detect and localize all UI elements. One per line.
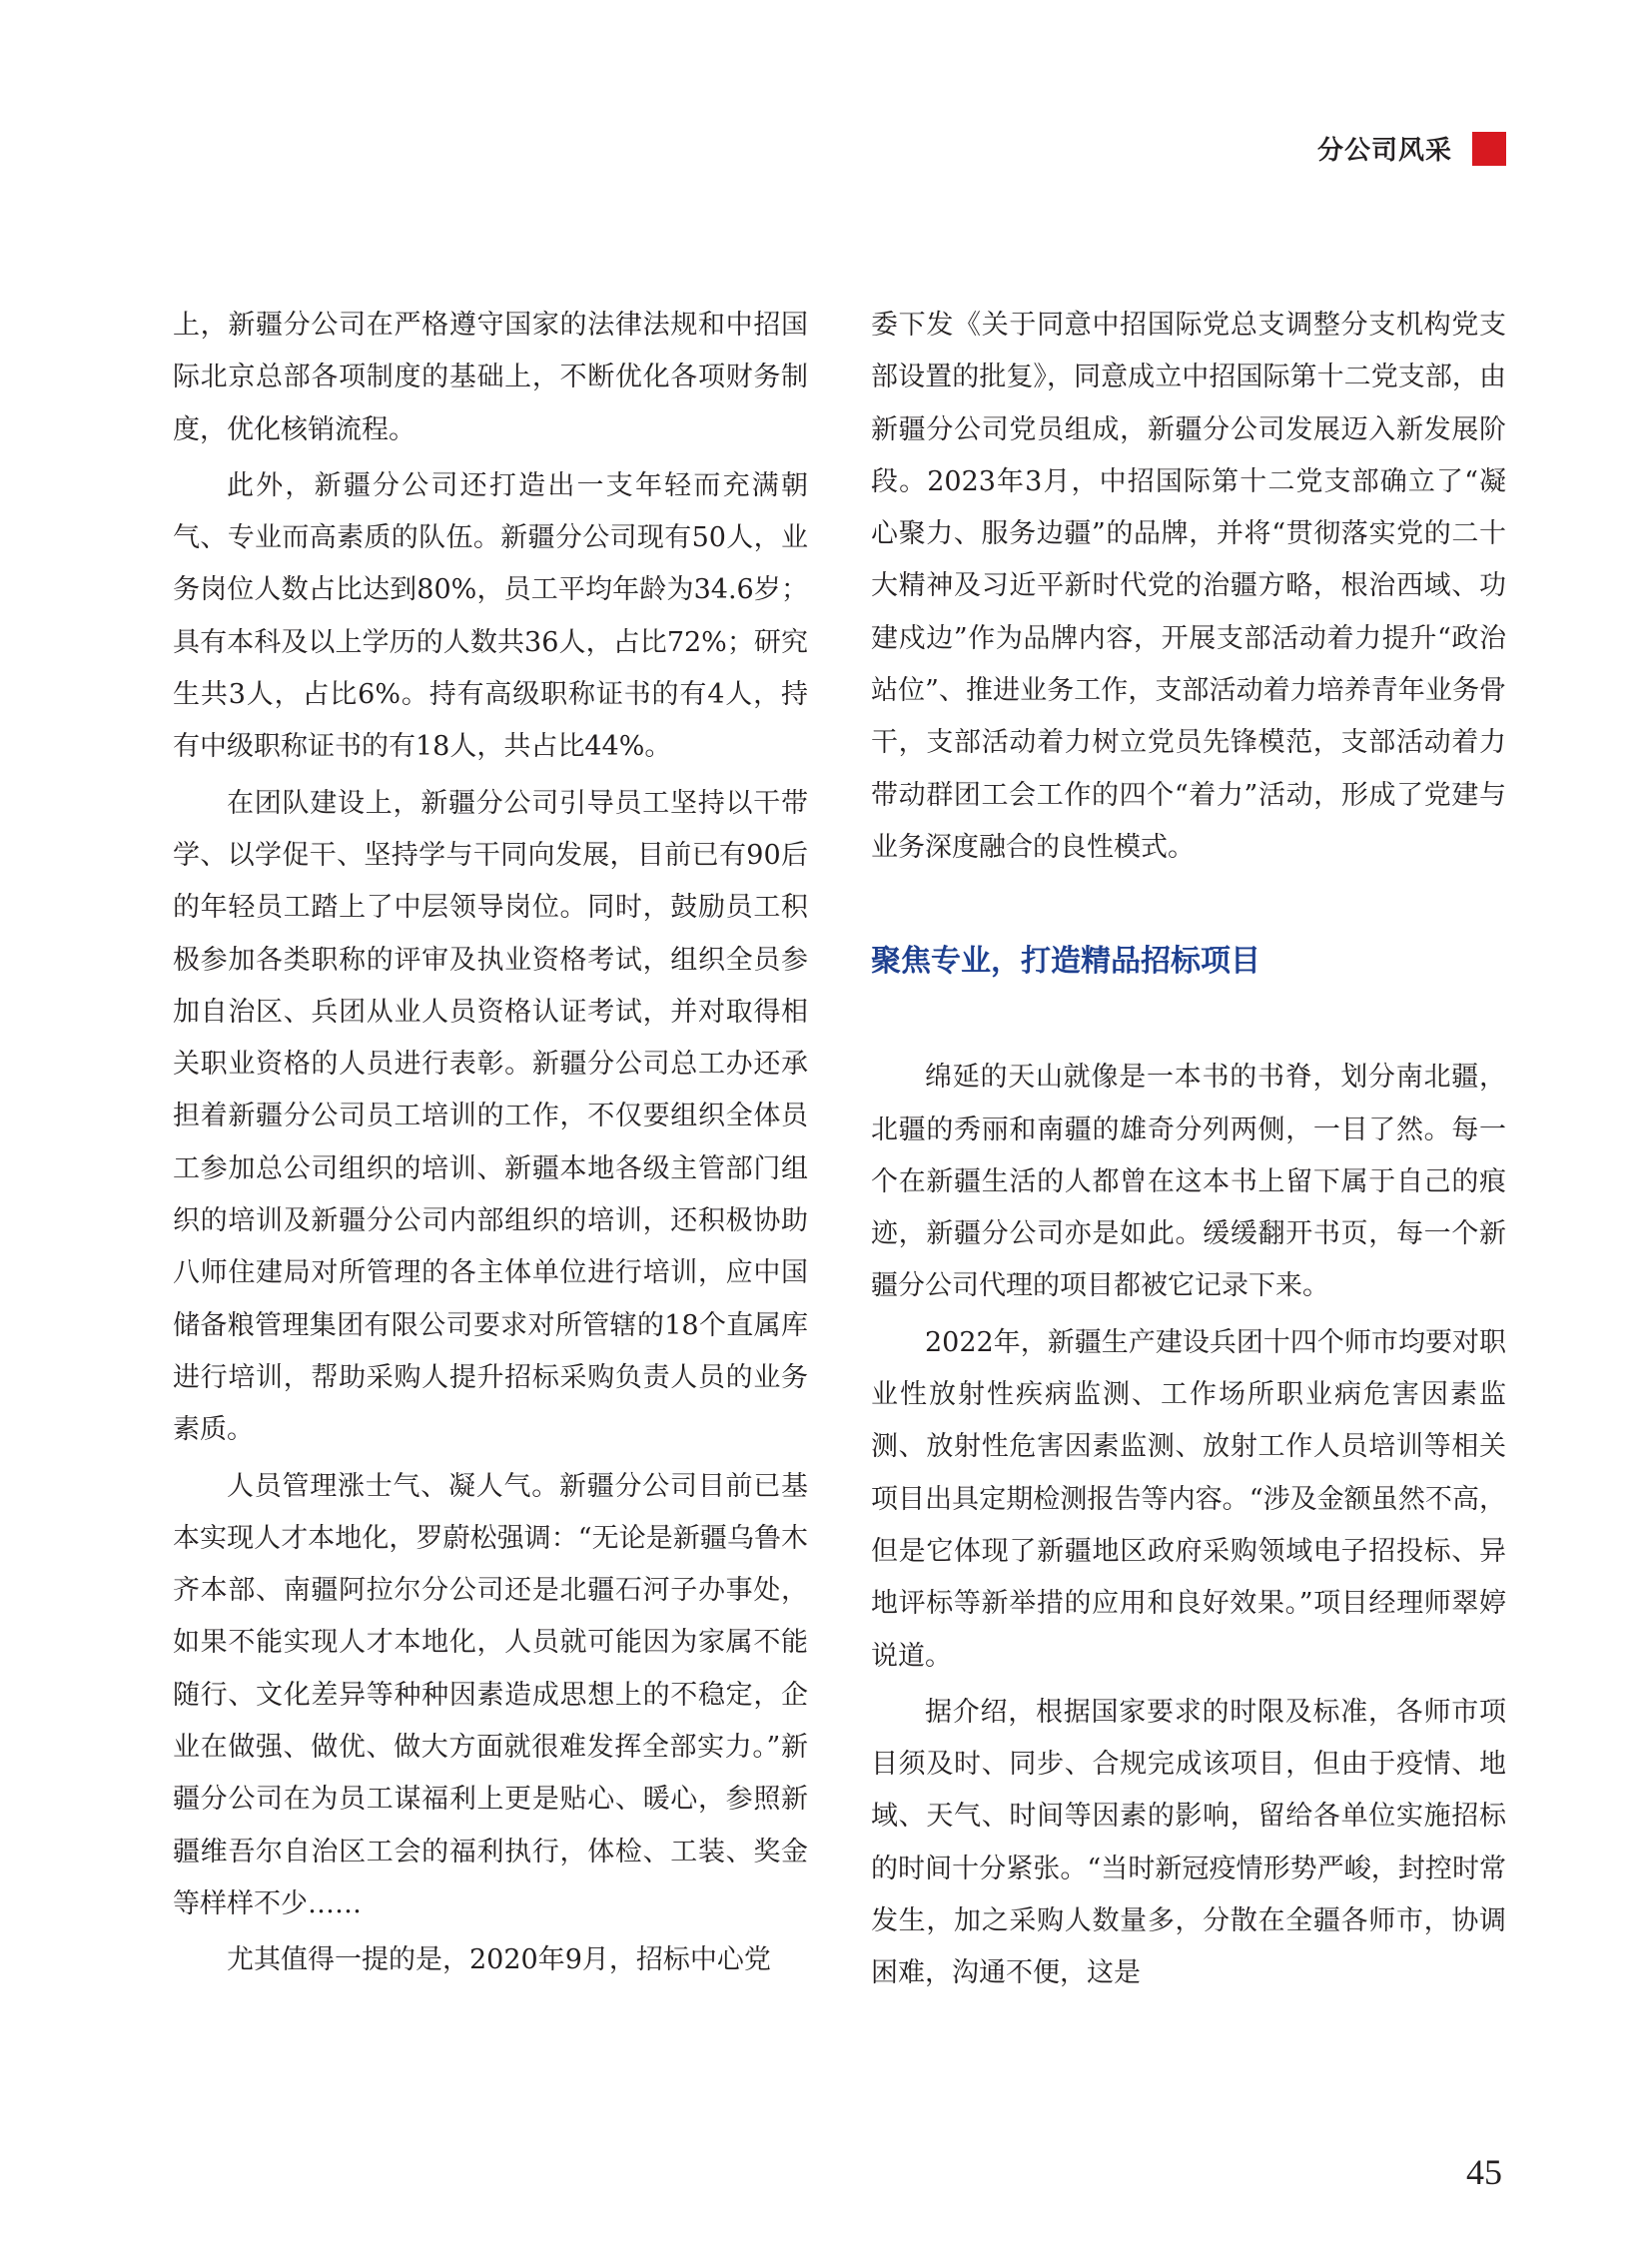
right-column — [871, 300, 1506, 2004]
section-label: 分公司风采 — [1316, 136, 1452, 166]
paragraph: 委下发《关于同意中招国际党总支调整分支机构党支部设置的批复》，同意成立中招国际第十二党支部，由新疆分公司党员组成，新疆分公司发展迈入新发展阶段。2023年3月，中招国际第十二党支部确立了“凝心聚力、服务边疆”的品牌，并将“贯彻落实党的二十大精神及习近平新时代党的治疆方略，根治西域、功建戍边”作为品牌内容，开展支部活动着力提升“政治站位”、推进业务工作，支部活动着力培养青年业务骨干，支部活动着力树立党员先锋模范，支部活动着力带动群团工会工作的四个“着力”活动，形成了党建与业务深度融合的良性模式。 — [871, 310, 1506, 863]
section-heading: 聚焦专业，打造精品招标项目 — [871, 944, 1260, 980]
paragraph: 尤其值得一提的是，2020年9月，招标中心党 — [227, 1944, 771, 1976]
paragraph: 人员管理涨士气、凝人气。新疆分公司目前已基本实现人才本地化，罗蔚松强调：“无论是新疆乌鲁木齐本部、南疆阿拉尔分公司还是北疆石河子办事处，如果不能实现人才本地化，人员就可能因为家属不能随行、文化差异等种种因素造成思想上的不稳定，企业在做强、做优、做大方面就很难发挥全部实力。”新疆分公司在为员工谋福利上更是贴心、暖心，参照新疆维吾尔自治区工会的福利执行，体检、工装、奖金等样样不少…… — [173, 1470, 808, 1919]
red-square-icon — [1472, 132, 1506, 166]
paragraph: 此外，新疆分公司还打造出一支年轻而充满朝气、专业而高素质的队伍。新疆分公司现有50人，业务岗位人数占比达到80%，员工平均年龄为34.6岁；具有本科及以上学历的人数共36人，占比72%；研究生共3人，占比6%。持有高级职称证书的有4人，持有中级职称证书的有18人，共占比44%。 — [173, 469, 808, 763]
paragraph: 2022年，新疆生产建设兵团十四个师市均要对职业性放射性疾病监测、工作场所职业病危害因素监测、放射性危害因素监测、放射工作人员培训等相关项目出具定期检测报告等内容。“涉及金额虽然不高，但是它体现了新疆地区政府采购领域电子招投标、异地评标等新举措的应用和良好效果。”项目经理师翠婷说道。 — [871, 1326, 1506, 1672]
paragraph: 在团队建设上，新疆分公司引导员工坚持以干带学、以学促干、坚持学与干同向发展，目前已有90后的年轻员工踏上了中层领导岗位。同时，鼓励员工积极参加各类职称的评审及执业资格考试，组织全员参加自治区、兵团从业人员资格认证考试，并对取得相关职业资格的人员进行表彰。新疆分公司总工办还承担着新疆分公司员工培训的工作，不仅要组织全体员工参加总公司组织的培训、新疆本地各级主管部门组织的培训及新疆分公司内部组织的培训，还积极协助八师住建局对所管理的各主体单位进行培训，应中国储备粮管理集团有限公司要求对所管辖的18个直属库进行培训，帮助采购人提升招标采购负责人员的业务素质。 — [173, 787, 808, 1446]
paragraph: 绵延的天山就像是一本书的书脊，划分南北疆，北疆的秀丽和南疆的雄奇分列两侧，一目了然。每一个在新疆生活的人都曾在这本书上留下属于自己的痕迹，新疆分公司亦是如此。缓缓翻开书页，每一个新疆分公司代理的项目都被它记录下来。 — [871, 1062, 1506, 1302]
left-column — [173, 300, 808, 1991]
page-number: 45 — [1466, 2152, 1502, 2192]
section-header — [1317, 130, 1506, 167]
paragraph: 上，新疆分公司在严格遵守国家的法律法规和中招国际北京总部各项制度的基础上，不断优化各项财务制度，优化核销流程。 — [173, 310, 808, 445]
paragraph: 据介绍，根据国家要求的时限及标准，各师市项目须及时、同步、合规完成该项目，但由于疫情、地域、天气、时间等因素的影响，留给各单位实施招标的时间十分紧张。“当时新冠疫情形势严峻，封控时常发生，加之采购人数量多，分散在全疆各师市，协调困难，沟通不便，这是 — [871, 1696, 1506, 1989]
